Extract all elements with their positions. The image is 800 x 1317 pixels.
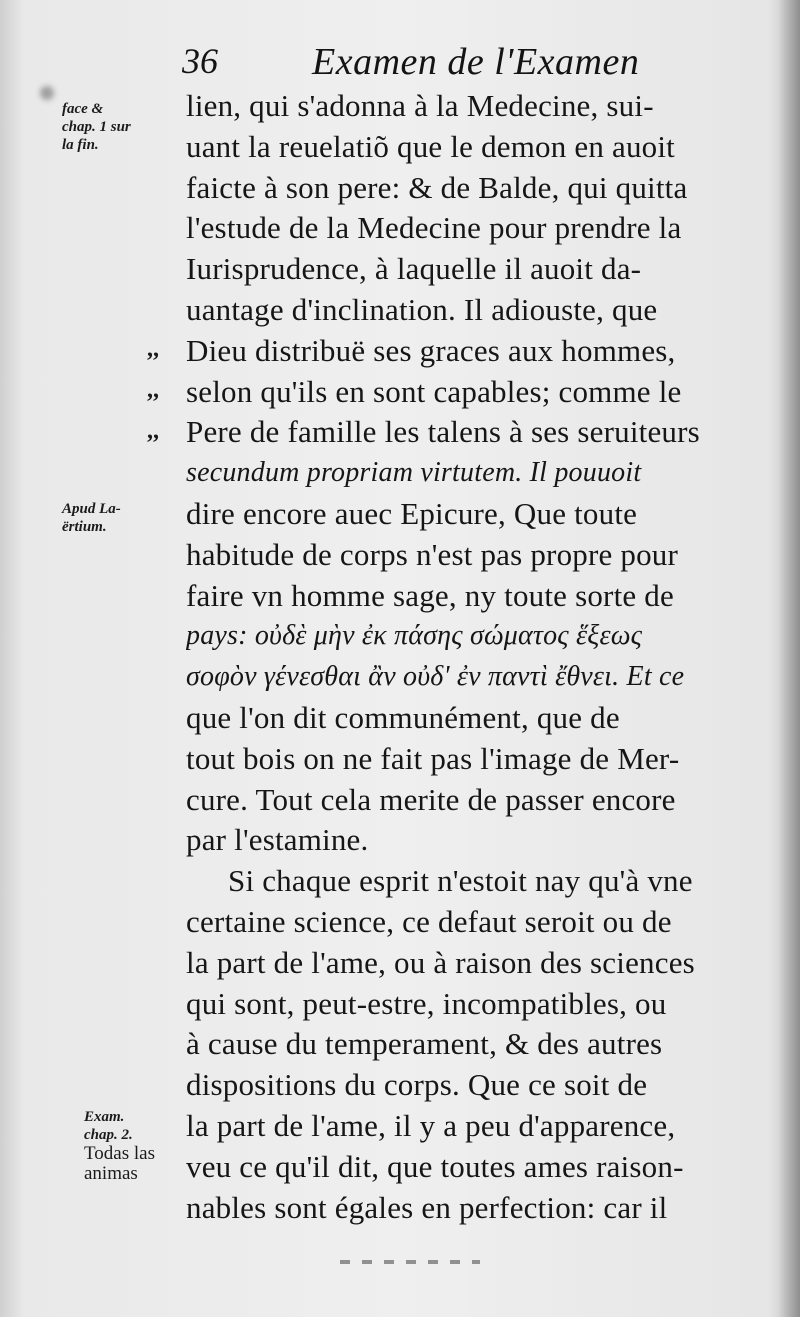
- margin-note-line: Apud La-: [62, 501, 121, 517]
- text-line: nables sont égales en perfection: car il: [186, 1189, 668, 1225]
- ink-blot: [40, 86, 54, 100]
- margin-note-line: Exam.: [84, 1109, 125, 1125]
- text-line: veu ce qu'il dit, que toutes ames raison-: [186, 1148, 684, 1184]
- text-line-greek-quote: pays: οὐδὲ μὴν ἐκ πάσης σώματος ἕξεως: [186, 620, 643, 652]
- quotation-mark: ,,: [147, 336, 159, 362]
- text-line: selon qu'ils en sont capables; comme le: [186, 373, 682, 409]
- text-line: Iurisprudence, à laquelle il auoit da-: [186, 251, 642, 287]
- margin-note-line: animas: [84, 1163, 138, 1184]
- text-line: certaine science, ce defaut seroit ou de: [186, 903, 672, 939]
- text-line: qui sont, peut-estre, incompatibles, ou: [186, 985, 667, 1021]
- cropped-next-line-fragment: [340, 1260, 480, 1264]
- text-line: à cause du temperament, & des autres: [186, 1026, 663, 1062]
- text-line: Dieu distribuë ses graces aux hommes,: [186, 332, 676, 368]
- text-line-greek-quote: σοφὸν γένεσθαι ἂν οὐδ' ἐν παντὶ ἔθνει. Et ce: [186, 661, 685, 693]
- text-line: que l'on dit communément, que de: [186, 699, 620, 735]
- margin-note-line: ërtium.: [62, 519, 107, 535]
- text-line: la part de l'ame, il y a peu d'apparence,: [186, 1107, 676, 1143]
- text-line: l'estude de la Medecine pour prendre la: [186, 210, 682, 246]
- text-line: Pere de famille les talens à ses seruiteurs: [186, 414, 700, 450]
- running-title: Examen de l'Examen: [312, 41, 640, 83]
- text-line: dispositions du corps. Que ce soit de: [186, 1067, 648, 1103]
- text-line: lien, qui s'adonna à la Medecine, sui-: [186, 88, 654, 123]
- text-line: habitude de corps n'est pas propre pour: [186, 536, 679, 572]
- text-line: uant la reuelatiõ que le demon en auoit: [186, 128, 675, 164]
- text-line: dire encore auec Epicure, Que toute: [186, 495, 638, 531]
- paragraph-start-line: Si chaque esprit n'estoit nay qu'à vne: [228, 863, 693, 899]
- margin-note-line: la fin.: [62, 137, 99, 153]
- text-line: la part de l'ame, ou à raison des sciences: [186, 944, 695, 980]
- body-text: [186, 86, 766, 1228]
- text-line: uantage d'inclination. Il adiouste, que: [186, 291, 658, 327]
- text-line: par l'estamine.: [186, 822, 369, 858]
- quotation-mark: ,,: [147, 418, 159, 444]
- text-line: cure. Tout cela merite de passer encore: [186, 781, 676, 817]
- text-line: tout bois on ne fait pas l'image de Mer-: [186, 740, 680, 776]
- margin-note-line: face &: [62, 101, 104, 117]
- page-header: [182, 40, 742, 90]
- page-number: 36: [182, 41, 218, 81]
- quotation-mark: ,,: [147, 377, 159, 403]
- margin-note-line: Todas las: [84, 1143, 155, 1164]
- margin-note-apud-laertium: [62, 500, 192, 536]
- text-line: faicte à son pere: & de Balde, qui quitta: [186, 169, 688, 205]
- margin-note-reference: [62, 100, 192, 154]
- text-line-latin-quote: secundum propriam virtutem. Il pouuoit: [186, 457, 642, 489]
- margin-note-line: chap. 2.: [84, 1127, 133, 1143]
- text-line: faire vn homme sage, ny toute sorte de: [186, 577, 674, 613]
- page-edge-shadow: [778, 0, 800, 1317]
- margin-note-line: chap. 1 sur: [62, 119, 131, 135]
